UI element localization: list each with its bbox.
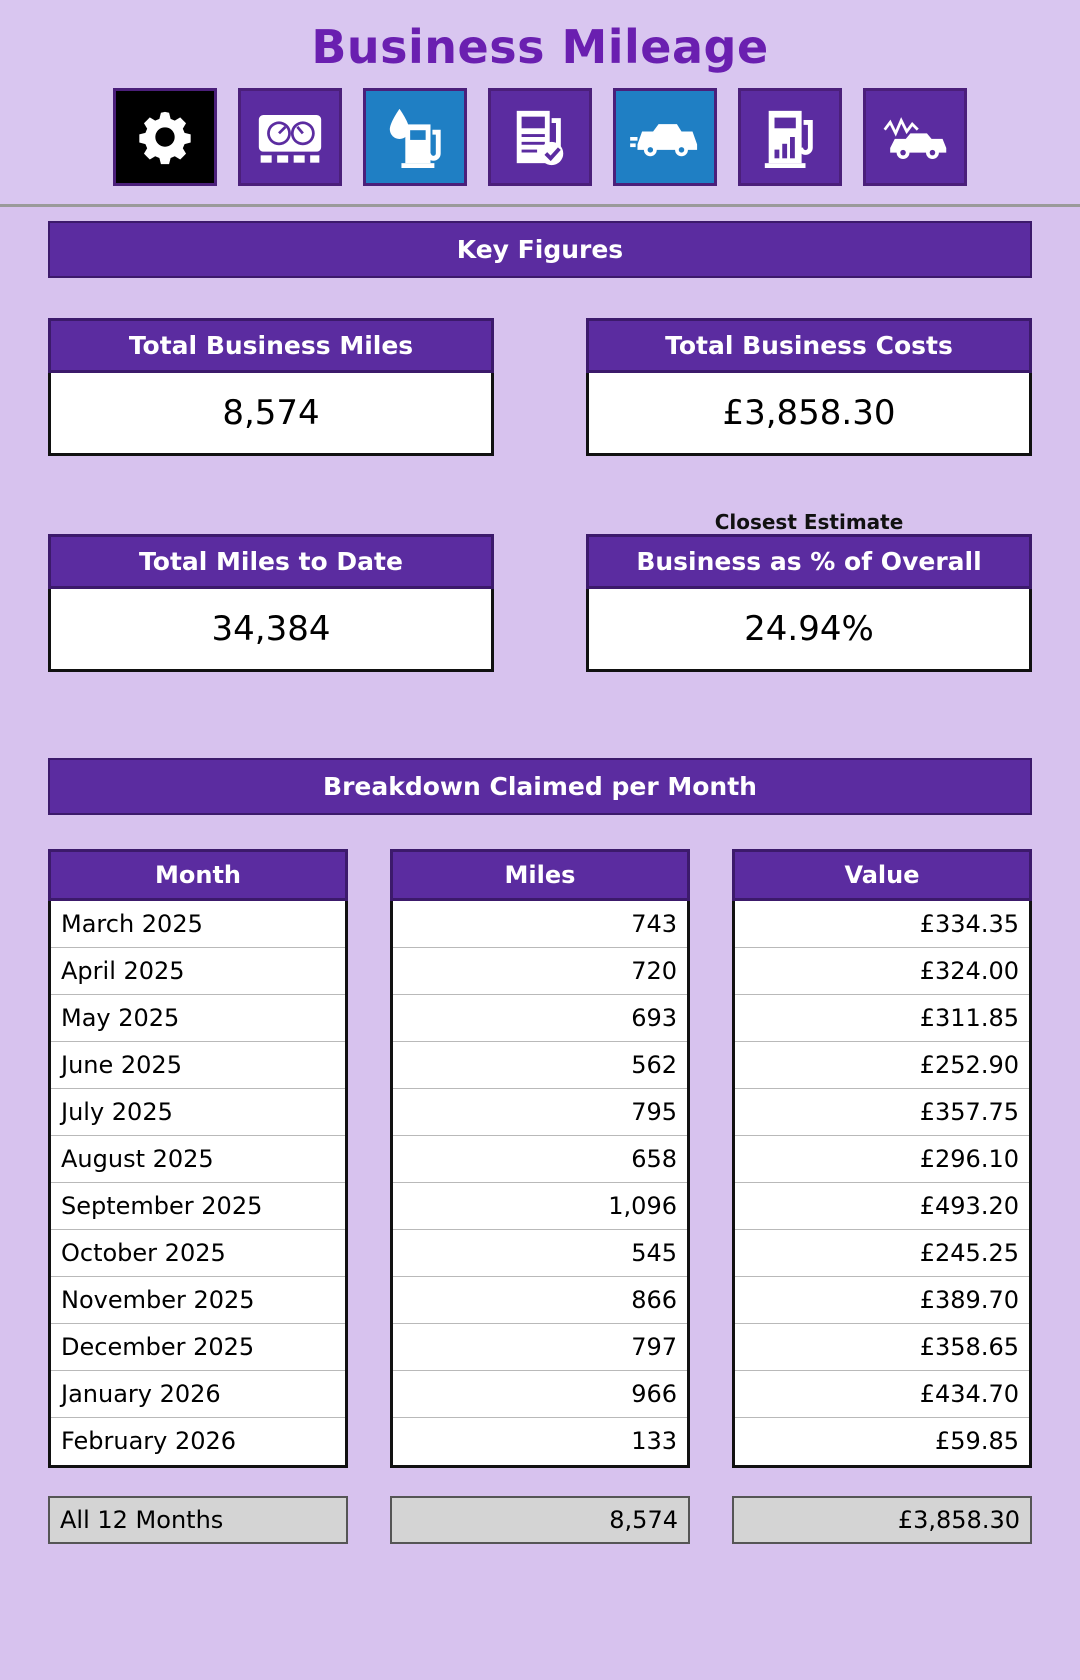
table-row: December 2025: [51, 1324, 345, 1371]
column-header-value: Value: [732, 849, 1032, 901]
closest-estimate-note: Closest Estimate: [714, 510, 904, 534]
toolbar: [0, 88, 1080, 204]
table-row: January 2026: [51, 1371, 345, 1418]
table-row: 562: [393, 1042, 687, 1089]
table-row: August 2025: [51, 1136, 345, 1183]
totals-label: All 12 Months: [48, 1496, 348, 1544]
kpi-label: Total Business Costs: [586, 318, 1032, 373]
table-row: 720: [393, 948, 687, 995]
column-miles: [390, 849, 690, 1468]
kpi-total-business-costs: [586, 318, 1032, 456]
totals-value: £3,858.30: [732, 1496, 1032, 1544]
table-row: 966: [393, 1371, 687, 1418]
table-row: £493.20: [735, 1183, 1029, 1230]
table-row: 866: [393, 1277, 687, 1324]
table-row: £357.75: [735, 1089, 1029, 1136]
table-row: June 2025: [51, 1042, 345, 1089]
vehicle-button[interactable]: [613, 88, 717, 186]
table-row: £59.85: [935, 1427, 1019, 1455]
kpi-value: £3,858.30: [586, 373, 1032, 456]
column-header-miles: Miles: [390, 849, 690, 901]
kpi-row-2: [48, 508, 1032, 672]
table-row: £358.65: [735, 1324, 1029, 1371]
table-row: 797: [393, 1324, 687, 1371]
table-row: February 2026: [61, 1427, 237, 1455]
table-row: May 2025: [51, 995, 345, 1042]
fuel-stats-button[interactable]: [738, 88, 842, 186]
spacer: [48, 508, 494, 534]
breakdown-button[interactable]: [863, 88, 967, 186]
page-title: Business Mileage: [311, 20, 769, 74]
table-row: £311.85: [735, 995, 1029, 1042]
car-side-icon: [630, 115, 700, 159]
kpi-label: Total Miles to Date: [48, 534, 494, 589]
table-row: 795: [393, 1089, 687, 1136]
main-content: [0, 221, 1080, 1544]
breakdown-header: Breakdown Claimed per Month: [48, 758, 1032, 815]
table-row: 133: [631, 1427, 677, 1455]
table-row: September 2025: [51, 1183, 345, 1230]
table-row: April 2025: [51, 948, 345, 995]
table-row: £296.10: [735, 1136, 1029, 1183]
car-breakdown-icon: [881, 111, 949, 163]
fuel-drop-pump-icon: [384, 105, 446, 169]
column-value: [732, 849, 1032, 1468]
table-row: 693: [393, 995, 687, 1042]
column-cells-value: [732, 901, 1032, 1468]
table-row: November 2025: [51, 1277, 345, 1324]
dashboard-gauges-button[interactable]: [238, 88, 342, 186]
totals-miles: 8,574: [390, 1496, 690, 1544]
key-figures-header: Key Figures: [48, 221, 1032, 278]
kpi-label: Total Business Miles: [48, 318, 494, 373]
breakdown-table: [48, 849, 1032, 1468]
kpi-value: 24.94%: [586, 589, 1032, 672]
table-row: 743: [393, 901, 687, 948]
table-row: July 2025: [51, 1089, 345, 1136]
kpi-business-percent: [586, 510, 1032, 672]
table-row: £245.25: [735, 1230, 1029, 1277]
table-row: £434.70: [735, 1371, 1029, 1418]
table-row: October 2025: [51, 1230, 345, 1277]
kpi-value: 34,384: [48, 589, 494, 672]
column-header-month: Month: [48, 849, 348, 901]
fuel-receipt-button[interactable]: [488, 88, 592, 186]
fuel-pump-chart-icon: [759, 105, 821, 169]
table-row: 545: [393, 1230, 687, 1277]
fuel-drop-button[interactable]: [363, 88, 467, 186]
settings-button[interactable]: [113, 88, 217, 186]
kpi-value: 8,574: [48, 373, 494, 456]
table-row: £324.00: [735, 948, 1029, 995]
table-row: £334.35: [735, 901, 1029, 948]
table-row: 1,096: [393, 1183, 687, 1230]
table-row: £252.90: [735, 1042, 1029, 1089]
column-month: [48, 849, 348, 1468]
kpi-label: Business as % of Overall: [586, 534, 1032, 589]
table-row: 658: [393, 1136, 687, 1183]
dashboard-gauges-icon: [257, 109, 323, 165]
kpi-total-miles-to-date: [48, 508, 494, 672]
column-cells-miles: [390, 901, 690, 1468]
table-row: £389.70: [735, 1277, 1029, 1324]
totals-row: [48, 1496, 1032, 1544]
kpi-total-business-miles: [48, 318, 494, 456]
kpi-row-1: [48, 318, 1032, 456]
settings-icon: [134, 106, 196, 168]
app-header: [0, 0, 1080, 207]
column-cells-month: [48, 901, 348, 1468]
fuel-receipt-check-icon: [509, 105, 571, 169]
table-row: March 2025: [51, 901, 345, 948]
